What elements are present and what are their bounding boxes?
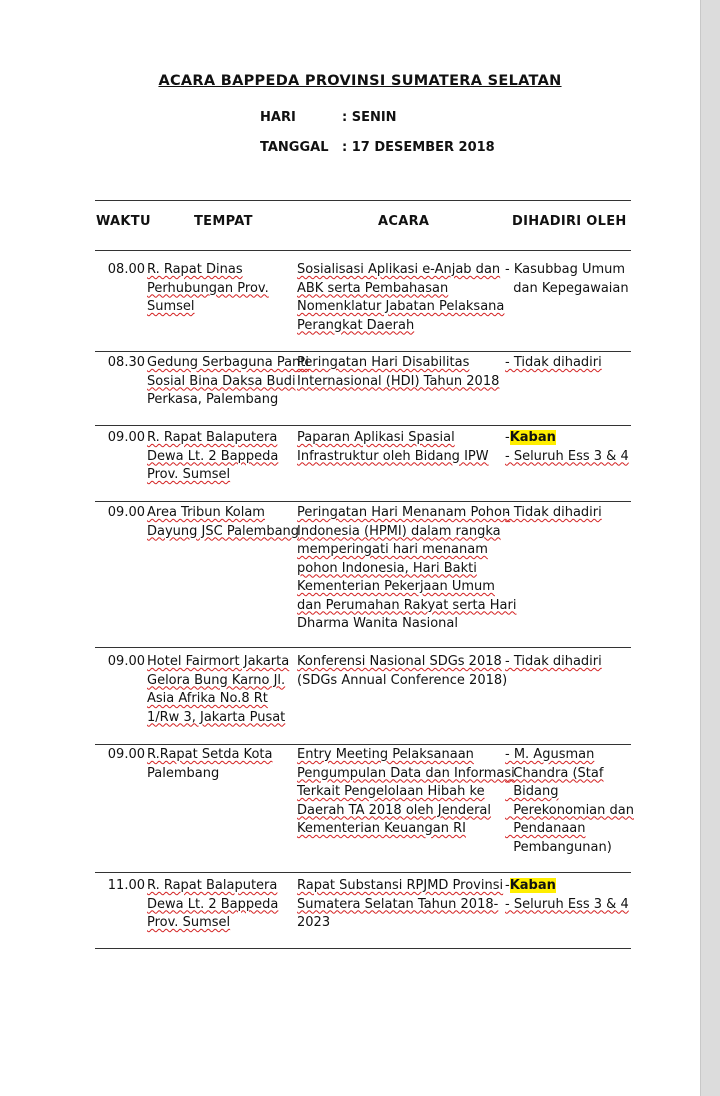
row-acara: Entry Meeting Pelaksanaan Pengumpulan Data dan Informasi Terkait Pengelolaan Hibah ke Daerah TA 2018 oleh Jenderal Kementerian Keuangan RI <box>297 747 515 836</box>
row-acara: Sosialisasi Aplikasi e-Anjab dan ABK serta Pembahasan Nomenklatur Jabatan Pelaksana Perangkat Daerah <box>297 262 505 333</box>
row-tempat: R. Rapat Balaputera Dewa Lt. 2 Bappeda Prov. Sumsel <box>147 878 279 930</box>
row-waktu: 09.00 <box>107 430 145 445</box>
row-tempat: Area Tribun Kolam Dayung JSC Palembang <box>147 505 300 539</box>
row-dihadiri: -Kaban - Seluruh Ess 3 & 4 <box>505 878 629 912</box>
row-rule <box>95 501 631 502</box>
row-dihadiri: -Kaban - Seluruh Ess 3 & 4 <box>505 430 629 464</box>
table-bottom-rule <box>95 948 631 949</box>
row-acara: Paparan Aplikasi Spasial Infrastruktur oleh Bidang IPW <box>297 430 489 464</box>
hari-label: HARI <box>260 110 296 125</box>
tanggal-value: : 17 DESEMBER 2018 <box>342 140 495 155</box>
row-waktu: 08.30 <box>107 355 145 370</box>
row-dihadiri: - M. Agusman Chandra (Staf Bidang Perekonomian dan Pendanaan Pembangunan) <box>505 747 634 855</box>
row-tempat: R.Rapat Setda Kota Palembang <box>147 747 273 781</box>
row-rule <box>95 425 631 426</box>
row-acara: Konferensi Nasional SDGs 2018 (SDGs Annual Conference 2018) <box>297 654 508 688</box>
table-top-rule <box>95 200 631 201</box>
row-rule <box>95 872 631 873</box>
row-tempat: R. Rapat Balaputera Dewa Lt. 2 Bappeda Prov. Sumsel <box>147 430 279 482</box>
row-acara: Peringatan Hari Menanam Pohon Indonesia (HPMI) dalam rangka memperingati hari menanam pohon Indonesia, Hari Bakti Kementerian Pekerjaan Umum dan Perumahan Rakyat serta Hari Dharma Wanita Nasional <box>297 505 517 631</box>
row-acara: Rapat Substansi RPJMD Provinsi Sumatera Selatan Tahun 2018- 2023 <box>297 878 504 930</box>
row-dihadiri: - Kasubbag Umum dan Kepegawaian <box>505 262 629 296</box>
header-rule <box>95 250 631 251</box>
row-acara: Peringatan Hari Disabilitas Internasional (HDI) Tahun 2018 <box>297 355 500 389</box>
scrollbar-track[interactable] <box>700 0 720 1096</box>
row-waktu: 09.00 <box>107 654 145 669</box>
row-tempat: Hotel Fairmort Jakarta Gelora Bung Karno Jl. Asia Afrika No.8 Rt 1/Rw 3, Jakarta Pusat <box>147 654 290 725</box>
highlight-kaban: Kaban <box>509 430 556 445</box>
document-title: ACARA BAPPEDA PROVINSI SUMATERA SELATAN <box>158 73 562 89</box>
row-rule <box>95 744 631 745</box>
row-dihadiri: - Tidak dihadiri <box>505 355 602 370</box>
row-dihadiri: - Tidak dihadiri <box>505 505 602 520</box>
row-tempat: R. Rapat Dinas Perhubungan Prov. Sumsel <box>147 262 269 314</box>
row-tempat: Gedung Serbaguna Panti Sosial Bina Daksa Budi Perkasa, Palembang <box>147 355 309 407</box>
row-rule <box>95 351 631 352</box>
highlight-kaban: Kaban <box>509 878 556 893</box>
row-waktu: 09.00 <box>107 747 145 762</box>
row-waktu: 08.00 <box>107 262 145 277</box>
row-waktu: 11.00 <box>107 878 145 893</box>
tanggal-label: TANGGAL <box>260 140 329 155</box>
row-waktu: 09.00 <box>107 505 145 520</box>
tanggal-line <box>260 140 495 155</box>
hari-line <box>260 110 397 125</box>
header-waktu: WAKTU <box>96 214 151 229</box>
header-acara: ACARA <box>378 214 430 229</box>
hari-value: : SENIN <box>342 110 397 125</box>
row-dihadiri: - Tidak dihadiri <box>505 654 602 669</box>
header-tempat: TEMPAT <box>194 214 253 229</box>
header-dihadiri: DIHADIRI OLEH <box>512 214 627 229</box>
row-rule <box>95 647 631 648</box>
